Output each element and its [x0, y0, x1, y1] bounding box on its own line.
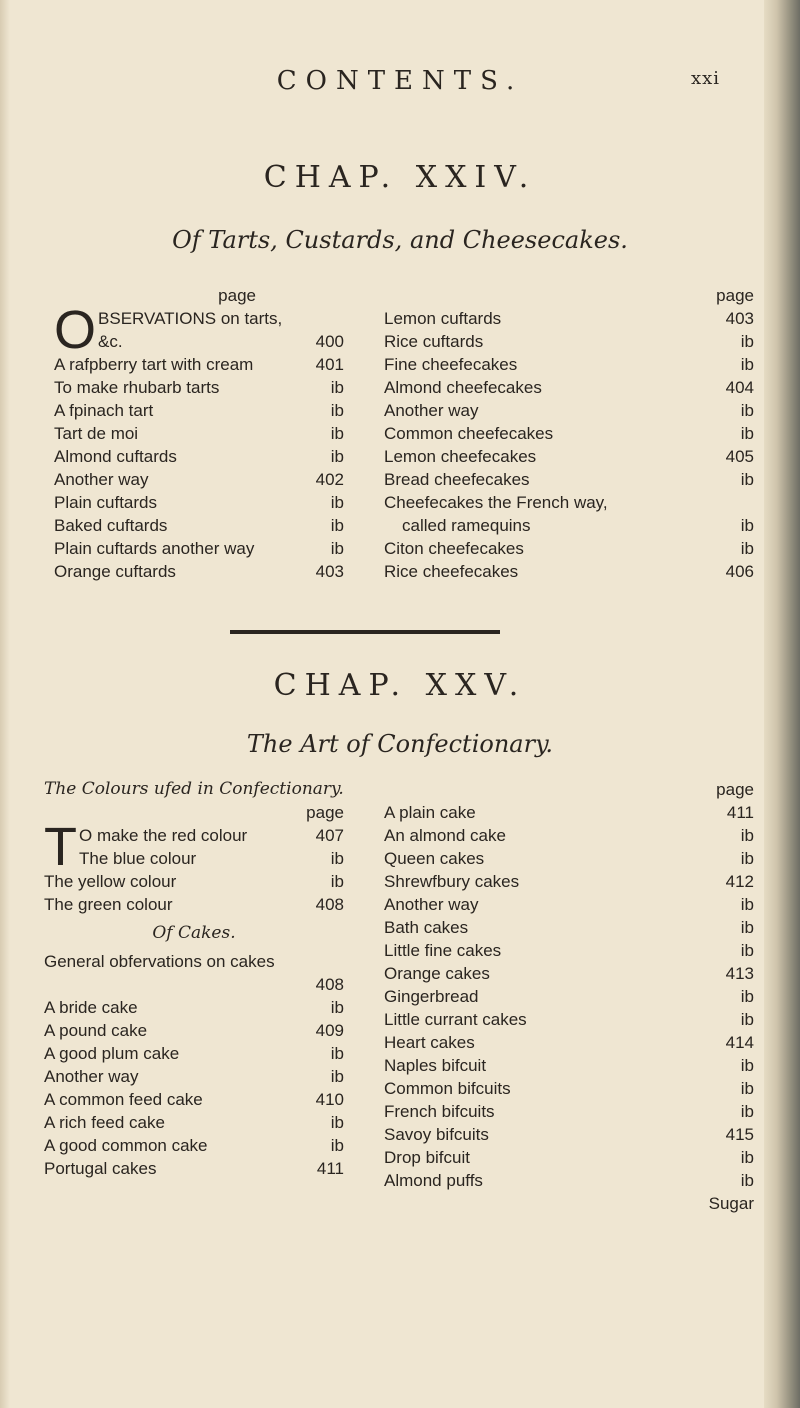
- entry-label: Drop bifcuit: [384, 1148, 470, 1167]
- entry-page: ib: [740, 1079, 754, 1098]
- entry-label: Orange cakes: [384, 964, 490, 983]
- entry-page: ib: [740, 941, 754, 960]
- entry-row: [384, 985, 754, 1008]
- entry-label: Another way: [44, 1067, 139, 1086]
- catchword: Sugar: [708, 1194, 754, 1213]
- entry-label: A fpinach tart: [54, 401, 154, 420]
- entry-label: Shrewfbury cakes: [384, 872, 520, 891]
- entry-row: [54, 468, 344, 491]
- entry-label: Common bifcuits: [384, 1079, 511, 1098]
- entry-row: [44, 1042, 344, 1065]
- entry-page: ib: [740, 355, 754, 374]
- entry-label: Almond puffs: [384, 1171, 483, 1190]
- entry-page: 411: [316, 1159, 344, 1178]
- entry-row: [44, 1019, 344, 1042]
- entry-label: O make the red colour: [79, 826, 248, 845]
- entry-row: [54, 353, 344, 376]
- entry-label: Rice cheefecakes: [384, 562, 519, 581]
- entry-page: ib: [330, 447, 344, 466]
- entry-page: ib: [740, 516, 754, 535]
- entry-label: Common cheefecakes: [384, 424, 554, 443]
- running-head-title: CONTENTS.: [276, 66, 524, 96]
- entry-row: [384, 847, 754, 870]
- entry-label: A rich feed cake: [44, 1113, 165, 1132]
- entry-label: Another way: [384, 401, 479, 420]
- entry-row: [384, 824, 754, 847]
- chapter-24-right-column: [384, 284, 754, 583]
- entry-label: Almond cheefecakes: [384, 378, 542, 397]
- entry-list: [384, 801, 754, 1192]
- page-left-shadow: [0, 0, 10, 1408]
- entry-page: ib: [330, 493, 344, 512]
- first-entry: [44, 817, 344, 877]
- entry-row: [384, 491, 754, 514]
- entry-page: 414: [725, 1033, 754, 1052]
- entry-row: [54, 445, 344, 468]
- entry-page: 408: [315, 975, 344, 994]
- entry-page: 403: [725, 309, 754, 328]
- entry-label: Queen cakes: [384, 849, 485, 868]
- entry-label: Orange cuftards: [54, 562, 176, 581]
- entry-label: To make rhubarb tarts: [54, 378, 220, 397]
- entry-row: [384, 353, 754, 376]
- entry-page: ib: [740, 987, 754, 1006]
- entry-label: Tart de moi: [54, 424, 139, 443]
- entry-page: ib: [330, 872, 344, 891]
- entry-label: An almond cake: [384, 826, 506, 845]
- entry-row: [384, 916, 754, 939]
- entry-row: [384, 445, 754, 468]
- chapter-25-right-column: [384, 778, 754, 1215]
- page-folio: xxi: [690, 68, 720, 89]
- entry-row: [384, 1146, 754, 1169]
- chapter-divider-rule: [230, 630, 500, 634]
- entry-label: Bread cheefecakes: [384, 470, 530, 489]
- page-header: page: [716, 780, 754, 799]
- entry-page: ib: [330, 1136, 344, 1155]
- entry-row: [44, 893, 344, 916]
- chapter-25-title: CHAP. XXV.: [273, 668, 527, 703]
- entry-label: Heart cakes: [384, 1033, 475, 1052]
- entry-row: [384, 1054, 754, 1077]
- entry-page: ib: [330, 1044, 344, 1063]
- entry-row: [44, 1134, 344, 1157]
- entry-label: &c.: [98, 332, 123, 351]
- entry-page: ib: [330, 424, 344, 443]
- page-header: page: [218, 286, 256, 305]
- entry-label: Savoy bifcuits: [384, 1125, 489, 1144]
- entry-page: ib: [740, 895, 754, 914]
- entry-label: Plain cuftards: [54, 493, 157, 512]
- entry-page: ib: [330, 401, 344, 420]
- entry-page: ib: [740, 332, 754, 351]
- entry-label: A common feed cake: [44, 1090, 203, 1109]
- entry-label: The blue colour: [79, 849, 197, 868]
- entry-label: BSERVATIONS on tarts,: [98, 309, 283, 328]
- entry-page: ib: [740, 539, 754, 558]
- entry-row: [54, 537, 344, 560]
- drop-cap: O: [54, 300, 97, 360]
- entry-row: [54, 422, 344, 445]
- entry-label: A plain cake: [384, 803, 476, 822]
- entry-row: [44, 1157, 344, 1180]
- entry-page: ib: [740, 918, 754, 937]
- entry-row: [384, 376, 754, 399]
- entry-row: [384, 399, 754, 422]
- entry-label: Gingerbread: [384, 987, 479, 1006]
- entry-page: ib: [740, 401, 754, 420]
- entry-row: [54, 491, 344, 514]
- entry-page: 407: [315, 826, 344, 845]
- entry-row: [44, 870, 344, 893]
- entry-row: [384, 468, 754, 491]
- entry-row: [384, 514, 754, 537]
- entry-label: Another way: [384, 895, 479, 914]
- chapter-24-subtitle: Of Tarts, Custards, and Cheesecakes.: [172, 226, 628, 254]
- entry-page: 412: [725, 872, 754, 891]
- entry-page: ib: [330, 1067, 344, 1086]
- entry-page: 403: [315, 562, 344, 581]
- chapter-25-left-column: [44, 778, 344, 1180]
- entry-row: [384, 1123, 754, 1146]
- entry-label: Portugal cakes: [44, 1159, 157, 1178]
- entry-label: A good common cake: [44, 1136, 208, 1155]
- entry-label: A good plum cake: [44, 1044, 180, 1063]
- entry-page: ib: [740, 1056, 754, 1075]
- entry-row: [384, 1100, 754, 1123]
- entry-row: [384, 560, 754, 583]
- entry-row: [384, 307, 754, 330]
- entry-page: 402: [315, 470, 344, 489]
- entry-row: [54, 560, 344, 583]
- entry-page: ib: [330, 516, 344, 535]
- entry-page: 409: [315, 1021, 344, 1040]
- entry-list: [54, 353, 344, 583]
- entry-row: [44, 1088, 344, 1111]
- entry-label: Lemon cheefecakes: [384, 447, 537, 466]
- entry-label: A pound cake: [44, 1021, 148, 1040]
- page-right-edge: [764, 0, 800, 1408]
- entry-page: ib: [740, 1010, 754, 1029]
- chapter-24-title: CHAP. XXIV.: [263, 160, 537, 195]
- entry-row: [44, 996, 344, 1019]
- entry-page: ib: [740, 1148, 754, 1167]
- entry-page: ib: [330, 378, 344, 397]
- entry-row: [384, 939, 754, 962]
- entry-page: ib: [330, 849, 344, 868]
- entry-label: Little fine cakes: [384, 941, 502, 960]
- entry-row: [44, 950, 344, 973]
- entry-row: [44, 973, 344, 996]
- entry-list: [44, 870, 344, 916]
- entry-page: ib: [740, 424, 754, 443]
- entry-page: 410: [315, 1090, 344, 1109]
- entry-label: Another way: [54, 470, 149, 489]
- entry-row: [384, 1169, 754, 1192]
- entry-label: Plain cuftards another way: [54, 539, 255, 558]
- entry-page: ib: [740, 1102, 754, 1121]
- entry-page: ib: [740, 826, 754, 845]
- page-header: page: [306, 803, 344, 822]
- entry-label: Bath cakes: [384, 918, 469, 937]
- entry-label: Little currant cakes: [384, 1010, 527, 1029]
- entry-label: The green colour: [44, 895, 173, 914]
- entry-page: 415: [725, 1125, 754, 1144]
- entry-label: A rafpberry tart with cream: [54, 355, 254, 374]
- chapter-25-subtitle: The Art of Confectionary.: [246, 730, 554, 758]
- section-title: The Colours ufed in Confectionary.: [44, 779, 344, 799]
- running-head: [0, 66, 800, 96]
- entry-label: French bifcuits: [384, 1102, 495, 1121]
- entry-page: 408: [315, 895, 344, 914]
- entry-page: [718, 491, 754, 514]
- entry-page: 401: [315, 355, 344, 374]
- entry-label: The yellow colour: [44, 872, 177, 891]
- entry-list: [384, 307, 754, 583]
- entry-label: Lemon cuftards: [384, 309, 502, 328]
- entry-page: ib: [740, 1171, 754, 1190]
- entry-page: ib: [740, 849, 754, 868]
- entry-page: 404: [725, 378, 754, 397]
- entry-page: ib: [330, 1113, 344, 1132]
- entry-page: ib: [740, 470, 754, 489]
- drop-cap: T: [44, 817, 77, 877]
- entry-page: ib: [330, 998, 344, 1017]
- entry-row: [54, 376, 344, 399]
- entry-label: Cheefecakes the French way,: [384, 493, 608, 512]
- entry-label: Rice cuftards: [384, 332, 484, 351]
- entry-label: A bride cake: [44, 998, 138, 1017]
- entry-row: [384, 893, 754, 916]
- chapter-24-left-column: [54, 284, 344, 583]
- entry-row: [54, 399, 344, 422]
- entry-page: 413: [725, 964, 754, 983]
- entry-page: 405: [725, 447, 754, 466]
- entry-list: [44, 996, 344, 1180]
- entry-page: 411: [726, 803, 754, 822]
- entry-row: [384, 537, 754, 560]
- entry-label: called ramequins: [402, 516, 531, 535]
- entry-page: ib: [330, 539, 344, 558]
- entry-label: Fine cheefecakes: [384, 355, 518, 374]
- entry-row: [384, 1008, 754, 1031]
- entry-row: [54, 514, 344, 537]
- entry-row: [384, 330, 754, 353]
- entry-page: 406: [725, 562, 754, 581]
- first-entry: [54, 300, 344, 360]
- section-title-cakes: Of Cakes.: [152, 923, 236, 943]
- entry-label: Naples bifcuit: [384, 1056, 487, 1075]
- entry-label: Baked cuftards: [54, 516, 168, 535]
- entry-row: [384, 1077, 754, 1100]
- entry-row: [384, 801, 754, 824]
- entry-page: 400: [315, 332, 344, 351]
- entry-row: [384, 422, 754, 445]
- entry-label: Citon cheefecakes: [384, 539, 524, 558]
- entry-label: General obfervations on cakes: [44, 952, 275, 971]
- entry-label: Almond cuftards: [54, 447, 177, 466]
- entry-row: [44, 1111, 344, 1134]
- entry-row: [384, 1031, 754, 1054]
- page-header: page: [716, 286, 754, 305]
- entry-row: [384, 962, 754, 985]
- entry-row: [44, 1065, 344, 1088]
- entry-row: [384, 870, 754, 893]
